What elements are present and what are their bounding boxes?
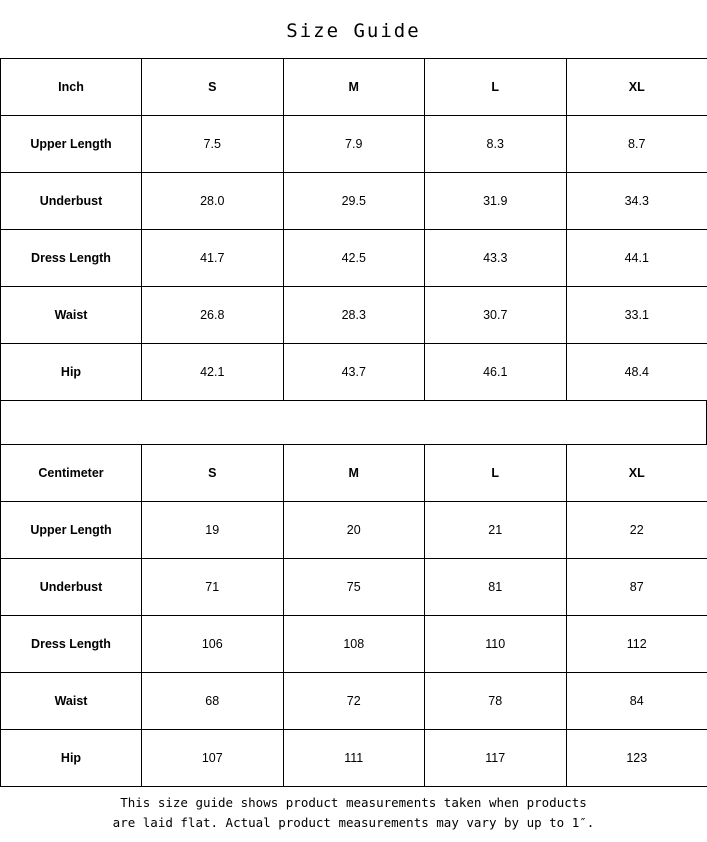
inch-size-table — [0, 58, 707, 401]
unit-label-centimeter: Centimeter — [1, 445, 142, 502]
cell-value: 68 — [142, 673, 284, 730]
row-label: Upper Length — [1, 116, 142, 173]
cell-value: 42.1 — [142, 344, 284, 401]
cell-value: 43.3 — [425, 230, 567, 287]
size-header-m: M — [283, 59, 425, 116]
cell-value: 8.3 — [425, 116, 567, 173]
table-row — [1, 344, 707, 401]
row-label: Upper Length — [1, 502, 142, 559]
cell-value: 123 — [566, 730, 707, 787]
cell-value: 8.7 — [566, 116, 707, 173]
cell-value: 19 — [142, 502, 284, 559]
table-row — [1, 502, 707, 559]
cell-value: 26.8 — [142, 287, 284, 344]
row-label: Hip — [1, 730, 142, 787]
cell-value: 20 — [283, 502, 425, 559]
cell-value: 46.1 — [425, 344, 567, 401]
table-row — [1, 616, 707, 673]
cell-value: 22 — [566, 502, 707, 559]
cell-value: 78 — [425, 673, 567, 730]
table-row — [1, 173, 707, 230]
row-label: Dress Length — [1, 616, 142, 673]
table-row — [1, 559, 707, 616]
cell-value: 71 — [142, 559, 284, 616]
footer-note-line-2: are laid flat. Actual product measurements may vary by up to 1″. — [112, 814, 595, 830]
table-separator — [0, 401, 707, 444]
cell-value: 28.3 — [283, 287, 425, 344]
table-row — [1, 730, 707, 787]
cell-value: 87 — [566, 559, 707, 616]
cell-value: 72 — [283, 673, 425, 730]
cell-value: 30.7 — [425, 287, 567, 344]
size-header-xl: XL — [566, 59, 707, 116]
cell-value: 108 — [283, 616, 425, 673]
page-title: Size Guide — [286, 20, 421, 42]
cell-value: 41.7 — [142, 230, 284, 287]
size-header-s: S — [142, 445, 284, 502]
footer-note-line-1: This size guide shows product measurements taken when products — [120, 795, 587, 811]
cell-value: 42.5 — [283, 230, 425, 287]
cell-value: 48.4 — [566, 344, 707, 401]
table-row — [1, 287, 707, 344]
cell-value: 84 — [566, 673, 707, 730]
table-row — [1, 673, 707, 730]
cell-value: 44.1 — [566, 230, 707, 287]
cell-value: 34.3 — [566, 173, 707, 230]
row-label: Waist — [1, 287, 142, 344]
cell-value: 29.5 — [283, 173, 425, 230]
table-row — [1, 116, 707, 173]
cell-value: 111 — [283, 730, 425, 787]
row-label: Waist — [1, 673, 142, 730]
unit-label-inch: Inch — [1, 59, 142, 116]
row-label: Underbust — [1, 173, 142, 230]
table-row — [1, 230, 707, 287]
table-header-row — [1, 445, 707, 502]
table-header-row — [1, 59, 707, 116]
cell-value: 33.1 — [566, 287, 707, 344]
cell-value: 117 — [425, 730, 567, 787]
row-label: Hip — [1, 344, 142, 401]
size-header-l: L — [425, 59, 567, 116]
cell-value: 7.5 — [142, 116, 284, 173]
cell-value: 112 — [566, 616, 707, 673]
centimeter-size-table — [0, 444, 707, 787]
size-header-xl: XL — [566, 445, 707, 502]
cell-value: 75 — [283, 559, 425, 616]
cell-value: 107 — [142, 730, 284, 787]
size-header-m: M — [283, 445, 425, 502]
size-header-l: L — [425, 445, 567, 502]
row-label: Dress Length — [1, 230, 142, 287]
row-label: Underbust — [1, 559, 142, 616]
cell-value: 110 — [425, 616, 567, 673]
cell-value: 43.7 — [283, 344, 425, 401]
cell-value: 28.0 — [142, 173, 284, 230]
footer-note — [0, 787, 707, 842]
cell-value: 81 — [425, 559, 567, 616]
cell-value: 31.9 — [425, 173, 567, 230]
cell-value: 7.9 — [283, 116, 425, 173]
cell-value: 106 — [142, 616, 284, 673]
size-header-s: S — [142, 59, 284, 116]
cell-value: 21 — [425, 502, 567, 559]
